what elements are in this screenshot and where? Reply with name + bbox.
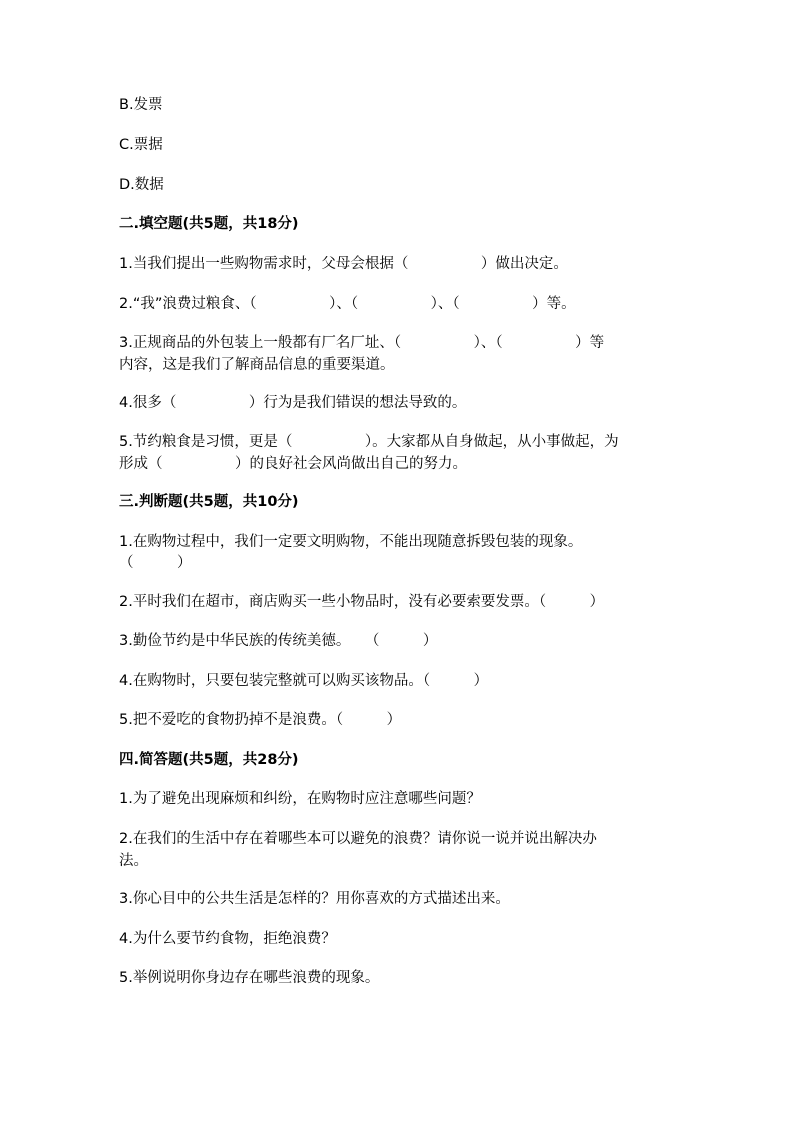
true-false-question-5: 5.把不爱吃的食物扔掉不是浪费。（ ） <box>119 712 402 728</box>
short-answer-question-1: 1.为了避免出现麻烦和纠纷，在购物时应注意哪些问题？ <box>119 791 481 807</box>
option-c: C.票据 <box>119 137 163 153</box>
option-d: D.数据 <box>119 177 164 193</box>
true-false-question-1-line-2: （ ） <box>119 555 192 571</box>
section-heading-short-answer: 四.简答题(共5题，共28分) <box>119 752 299 768</box>
short-answer-question-2-line-2: 法。 <box>119 853 148 869</box>
true-false-question-2: 2.平时我们在超市，商店购买一些小物品时，没有必要索要发票。（ ） <box>119 594 605 610</box>
true-false-question-4: 4.在购物时，只要包装完整就可以购买该物品。（ ） <box>119 673 489 689</box>
fill-blank-question-5-line-1: 5.节约粮食是习惯，更是（ ）。大家都从自身做起，从小事做起，为 <box>119 434 619 450</box>
short-answer-question-5: 5.举例说明你身边存在哪些浪费的现象。 <box>119 970 380 986</box>
fill-blank-question-1: 1.当我们提出一些购物需求时，父母会根据（ ）做出决定。 <box>119 256 568 272</box>
option-b: B.发票 <box>119 97 163 113</box>
fill-blank-question-4: 4.很多（ ）行为是我们错误的想法导致的。 <box>119 395 467 411</box>
fill-blank-question-3-line-1: 3.正规商品的外包装上一般都有厂名厂址、（ ）、（ ）等 <box>119 335 605 351</box>
section-heading-fill-blank: 二.填空题(共5题，共18分) <box>119 216 299 232</box>
fill-blank-question-3-line-2: 内容，这是我们了解商品信息的重要渠道。 <box>119 357 395 373</box>
true-false-question-3: 3.勤俭节约是中华民族的传统美德。 （ ） <box>119 633 438 649</box>
short-answer-question-4: 4.为什么要节约食物，拒绝浪费？ <box>119 931 336 947</box>
short-answer-question-2-line-1: 2.在我们的生活中存在着哪些本可以避免的浪费？请你说一说并说出解决办 <box>119 831 597 847</box>
fill-blank-question-2: 2.“我”浪费过粮食、（ ）、（ ）、（ ）等。 <box>119 296 576 312</box>
exam-page <box>119 0 679 1123</box>
section-heading-true-false: 三.判断题(共5题，共10分) <box>119 494 299 510</box>
true-false-question-1-line-1: 1.在购物过程中，我们一定要文明购物，不能出现随意拆毁包装的现象。 <box>119 534 583 550</box>
fill-blank-question-5-line-2: 形成（ ）的良好社会风尚做出自己的努力。 <box>119 456 467 472</box>
short-answer-question-3: 3.你心目中的公共生活是怎样的？用你喜欢的方式描述出来。 <box>119 891 510 907</box>
